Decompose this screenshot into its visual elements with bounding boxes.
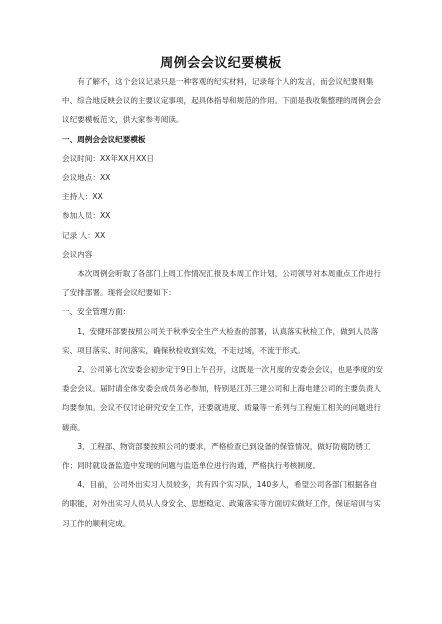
content-label: 会议内容 bbox=[62, 249, 93, 259]
summary-paragraph: 本次周例会听取了各部门上周工作情况汇报及本周工作计划，公司领导对本周重点工作进行了安排部署。现将会议纪要如下： bbox=[62, 269, 381, 298]
sub-heading: 一、安全管理方面： bbox=[62, 307, 131, 317]
list-item: 4、目前，公司外出实习人员较多，共有四个实习队，140多人，希望公司各部门根据各自的职能，对外出实习人员从人身安全、思想稳定、政策落实等方面切实做好工作，保证培训与实习工作的顺利完成。 bbox=[62, 480, 381, 528]
list-item: 1、安健环部要按照公司关于秋季安全生产大检查的部署，认真落实秋检工作，做到人员落实、项目落实、时间落实，确保秋检收到实效，不走过场，不流于形式。 bbox=[62, 326, 379, 355]
meeting-host: 主持人：XX bbox=[62, 192, 103, 202]
list-item: 2、公司第七次安委会初步定于9日上午召开，这既是一次月度的安委会会议，也是季度的安委会会议。届时请全体安委会成员务必参加，特别是江苏三建公司和上海电建公司的主要负责人均要参加。会议不仅讨论研究安全工作，还要就进度、质量等一系列与工程施工相关的问题进行磋商。 bbox=[62, 365, 384, 432]
section-heading: 一、周例会会议纪要模板 bbox=[62, 134, 146, 144]
document-title: 周例会会议纪要模板 bbox=[160, 56, 282, 71]
intro-paragraph: 有了解不，这个会议记录只是一种客观的纪实材料，记录每个人的发言，而会议纪要则集中、综合地反映会议的主要议定事项，起具体指导和规范的作用。下面是我收集整理的周例会会议纪要模板范文，供大家参考阅读。 bbox=[62, 77, 381, 125]
document-body bbox=[62, 72, 384, 533]
list-item: 3、工程部、物资部要按照公司的要求，严格检查已到设备的保管情况，做好防腐防锈工作；同时就设备监造中发现的问题与监造单位进行沟通，严格执行考核制度。 bbox=[62, 441, 371, 471]
meeting-time: 会议时间：XX年XX月XX日 bbox=[62, 153, 154, 163]
meeting-place: 会议地点：XX bbox=[62, 173, 111, 183]
meeting-recorder: 记录 人：XX bbox=[62, 230, 106, 240]
meeting-attendees: 参加人员：XX bbox=[62, 211, 111, 221]
